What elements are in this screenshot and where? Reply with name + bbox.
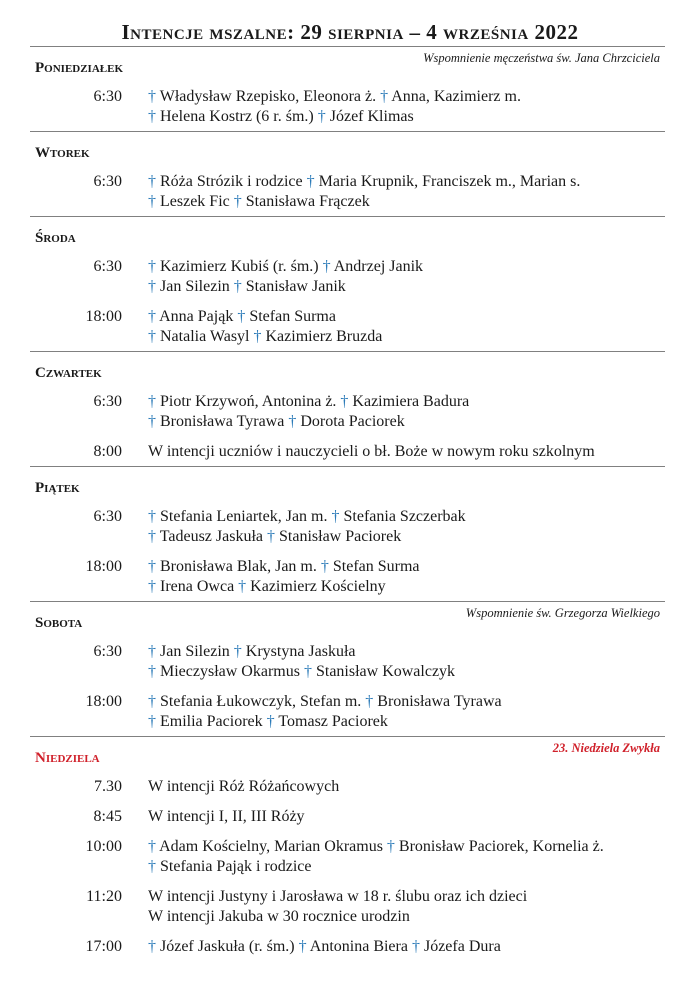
deceased-name: Anna Pająk [159, 308, 234, 325]
cross-icon: † [267, 528, 280, 545]
mass-entry [30, 392, 665, 432]
intention-line: W intencji uczniów i nauczycieli o bł. Boże w nowym roku szkolnym [148, 443, 595, 460]
deceased-name: Mieczysław Okarmus [160, 663, 300, 680]
intention-line: W intencji I, II, III Róży [148, 808, 305, 825]
cross-icon: † [148, 858, 160, 875]
cross-icon: † [233, 278, 246, 295]
intention-line [148, 507, 466, 527]
cross-icon: † [365, 693, 378, 710]
day-section [30, 466, 665, 601]
intention-line: W intencji Justyny i Jarosława w 18 r. ślubu oraz ich dzieci [148, 888, 528, 905]
cross-icon: † [386, 838, 399, 855]
cross-icon: † [320, 558, 333, 575]
intentions [148, 172, 580, 212]
cross-icon: † [148, 88, 160, 105]
day-section [30, 46, 665, 131]
cross-icon: † [148, 938, 160, 955]
deceased-name: Stanisław Paciorek [279, 528, 402, 545]
intentions [148, 692, 502, 732]
mass-time: 6:30 [93, 643, 122, 660]
intention-line [148, 712, 502, 732]
intention-line [148, 557, 420, 577]
deceased-name: Kazimierz Kubiś (r. śm.) [160, 258, 319, 275]
deceased-name: Bronisława Blak, Jan m. [160, 558, 317, 575]
intention-line [148, 257, 423, 277]
day-section [30, 351, 665, 466]
mass-entry [30, 87, 665, 127]
intention-line [148, 307, 382, 327]
mass-entry [30, 807, 665, 827]
deceased-name: Stefan Surma [249, 308, 336, 325]
deceased-name: Stanisław Janik [245, 278, 346, 295]
cross-icon: † [266, 713, 279, 730]
mass-entry [30, 507, 665, 547]
cross-icon: † [288, 413, 301, 430]
intentions [148, 777, 339, 797]
mass-time: 7.30 [94, 778, 122, 795]
cross-icon: † [148, 173, 160, 190]
cross-icon: † [148, 308, 160, 325]
cross-icon: † [233, 193, 246, 210]
deceased-name: Kazimierz Kościelny [250, 578, 386, 595]
deceased-name: Józef Klimas [329, 108, 414, 125]
mass-time: 18:00 [85, 308, 122, 325]
day-section [30, 736, 665, 961]
intention-line [148, 857, 604, 877]
deceased-name: Róża Strózik i rodzice [160, 173, 303, 190]
day-section [30, 216, 665, 351]
mass-entry [30, 307, 665, 347]
day-label: Niedziela [35, 750, 100, 766]
cross-icon: † [148, 713, 160, 730]
day-label: Wtorek [35, 145, 90, 161]
cross-icon: † [331, 508, 344, 525]
intention-line [148, 192, 580, 212]
intentions [148, 887, 527, 927]
deceased-name: Anna, Kazimierz m. [391, 88, 521, 105]
day-label: Poniedziałek [35, 60, 124, 76]
cross-icon: † [317, 108, 330, 125]
deceased-name: Józef Jaskuła (r. śm.) [160, 938, 295, 955]
intentions [148, 837, 604, 877]
day-label: Piątek [35, 480, 80, 496]
intention-line [148, 327, 382, 347]
deceased-name: Bronisława Tyrawa [377, 693, 502, 710]
cross-icon: † [411, 938, 424, 955]
intention-line [148, 277, 423, 297]
cross-icon: † [148, 258, 160, 275]
mass-time: 6:30 [93, 173, 122, 190]
intention-line [148, 837, 604, 857]
day-label: Sobota [35, 615, 83, 631]
cross-icon: † [303, 663, 316, 680]
deceased-name: Helena Kostrz (6 r. śm.) [160, 108, 314, 125]
cross-icon: † [380, 88, 392, 105]
mass-time: 11:20 [86, 888, 122, 905]
deceased-name: Adam Kościelny, Marian Okramus [159, 838, 383, 855]
intentions [148, 87, 521, 127]
intention-line: W intencji Jakuba w 30 rocznice urodzin [148, 908, 410, 925]
liturgical-note: 23. Niedziela Zwykła [552, 741, 660, 755]
mass-time: 17:00 [85, 938, 122, 955]
cross-icon: † [322, 258, 334, 275]
deceased-name: Antonina Biera [309, 938, 408, 955]
cross-icon: † [340, 393, 353, 410]
cross-icon: † [237, 308, 250, 325]
deceased-name: Stefania Łukowczyk, Stefan m. [160, 693, 362, 710]
deceased-name: Andrzej Janik [333, 258, 424, 275]
intention-line [148, 577, 420, 597]
deceased-name: Krystyna Jaskuła [245, 643, 356, 660]
cross-icon: † [148, 663, 160, 680]
deceased-name: Stefania Szczerbak [343, 508, 466, 525]
intention-line [148, 642, 455, 662]
mass-time: 6:30 [93, 88, 122, 105]
mass-entry [30, 777, 665, 797]
cross-icon: † [238, 578, 251, 595]
intention-line [148, 937, 501, 957]
day-label: Środa [35, 230, 76, 246]
deceased-name: Stanisław Kowalczyk [315, 663, 456, 680]
mass-entry [30, 557, 665, 597]
intentions [148, 257, 423, 297]
deceased-name: Bronisława Tyrawa [160, 413, 285, 430]
deceased-name: Bronisław Paciorek, Kornelia ż. [398, 838, 604, 855]
deceased-name: Stanisława Frączek [245, 193, 370, 210]
mass-entry [30, 642, 665, 682]
day-section [30, 131, 665, 216]
day-section [30, 601, 665, 736]
cross-icon: † [148, 278, 160, 295]
mass-time: 8:45 [93, 808, 122, 825]
mass-entry [30, 937, 665, 957]
mass-time: 18:00 [85, 693, 122, 710]
mass-time: 6:30 [93, 508, 122, 525]
deceased-name: Irena Owca [160, 578, 235, 595]
cross-icon: † [148, 838, 160, 855]
intention-line [148, 527, 466, 547]
intentions [148, 807, 305, 827]
cross-icon: † [148, 528, 160, 545]
intentions [148, 642, 455, 682]
mass-time: 8:00 [93, 443, 122, 460]
intention-line [148, 412, 469, 432]
deceased-name: Stefan Surma [332, 558, 420, 575]
deceased-name: Dorota Paciorek [300, 413, 405, 430]
liturgical-note: Wspomnienie męczeństwa św. Jana Chrzciciela [423, 51, 660, 65]
cross-icon: † [148, 393, 160, 410]
cross-icon: † [148, 558, 160, 575]
intention-line [148, 87, 521, 107]
cross-icon: † [148, 108, 160, 125]
page-title: Intencje mszalne: 29 sierpnia – 4 września 2022 [121, 20, 579, 44]
intention-line [148, 662, 455, 682]
intention-line [148, 392, 469, 412]
cross-icon: † [253, 328, 266, 345]
intention-line [148, 107, 521, 127]
cross-icon: † [148, 578, 160, 595]
deceased-name: Tomasz Paciorek [278, 713, 388, 730]
intentions [148, 507, 466, 547]
intention-line: W intencji Róż Różańcowych [148, 778, 340, 795]
mass-time: 10:00 [85, 838, 122, 855]
mass-time: 6:30 [93, 393, 122, 410]
deceased-name: Maria Krupnik, Franciszek m., Marian s. [318, 173, 581, 190]
deceased-name: Piotr Krzywoń, Antonina ż. [160, 393, 337, 410]
deceased-name: Stefania Leniartek, Jan m. [160, 508, 328, 525]
intentions [148, 937, 501, 957]
liturgical-note: Wspomnienie św. Grzegorza Wielkiego [465, 606, 660, 620]
mass-entry [30, 692, 665, 732]
deceased-name: Stefania Pająk i rodzice [160, 858, 312, 875]
cross-icon: † [148, 693, 160, 710]
deceased-name: Jan Silezin [160, 643, 230, 660]
mass-entry [30, 837, 665, 877]
mass-entry [30, 442, 665, 462]
deceased-name: Kazimierz Bruzda [265, 328, 383, 345]
deceased-name: Władysław Rzepisko, Eleonora ż. [159, 88, 377, 105]
mass-time: 18:00 [85, 558, 122, 575]
mass-time: 6:30 [93, 258, 122, 275]
cross-icon: † [298, 938, 310, 955]
deceased-name: Emilia Paciorek [160, 713, 263, 730]
deceased-name: Józefa Dura [423, 938, 501, 955]
cross-icon: † [148, 643, 160, 660]
deceased-name: Natalia Wasyl [160, 328, 250, 345]
schedule [30, 46, 665, 961]
cross-icon: † [148, 328, 160, 345]
cross-icon: † [148, 413, 160, 430]
intentions [148, 307, 382, 347]
mass-entry [30, 172, 665, 212]
deceased-name: Tadeusz Jaskuła [159, 528, 264, 545]
cross-icon: † [233, 643, 246, 660]
cross-icon: † [306, 173, 319, 190]
intention-line [148, 172, 580, 192]
cross-icon: † [148, 193, 160, 210]
intention-line [148, 692, 502, 712]
deceased-name: Jan Silezin [160, 278, 230, 295]
mass-entry [30, 887, 665, 927]
mass-entry [30, 257, 665, 297]
cross-icon: † [148, 508, 160, 525]
deceased-name: Kazimiera Badura [352, 393, 470, 410]
deceased-name: Leszek Fic [160, 193, 230, 210]
day-label: Czwartek [35, 365, 102, 381]
intentions [148, 392, 469, 432]
intentions [148, 442, 595, 462]
intentions [148, 557, 420, 597]
